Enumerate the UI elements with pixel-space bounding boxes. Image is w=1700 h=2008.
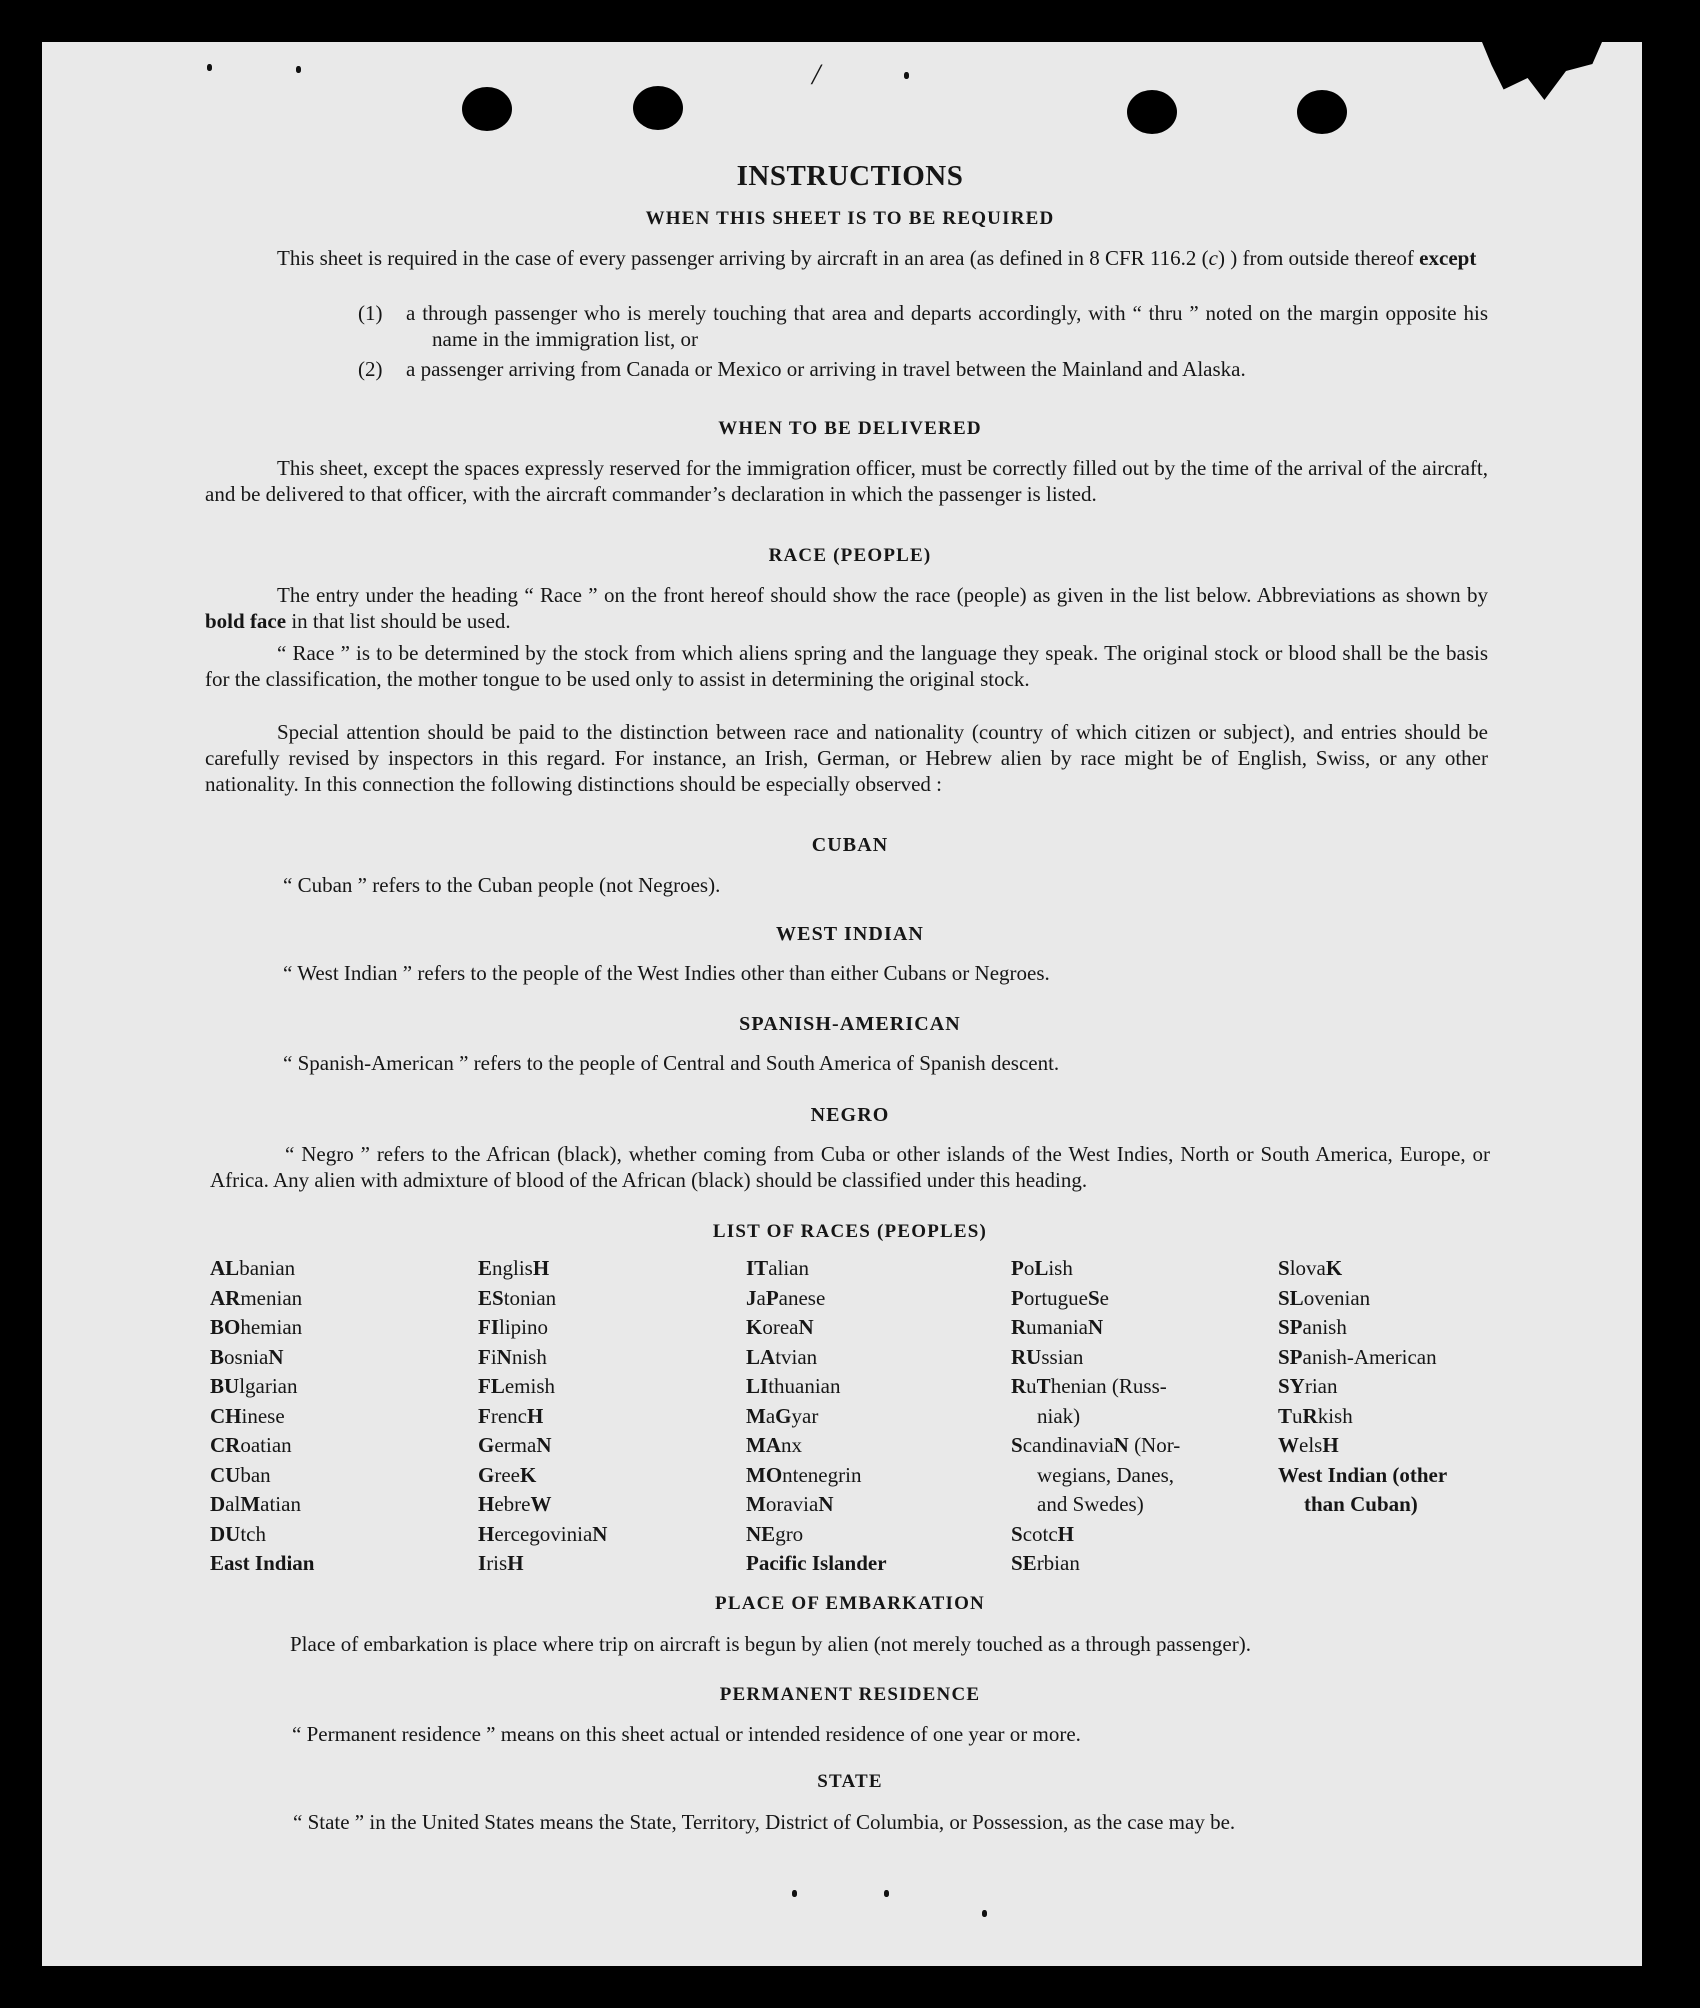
- race-entry: SLovenian: [1278, 1285, 1371, 1310]
- race-entry: MAnx: [746, 1433, 802, 1457]
- race-entry: CRoatian: [210, 1433, 292, 1457]
- race-entry: ALbanian: [210, 1256, 296, 1280]
- race-entry: Pacific Islander: [746, 1551, 887, 1575]
- paragraph-race-3: Special attention should be paid to the distinction between race and nationality (country of which citizen or subject), and entries should be carefully revised by inspectors in this regard. For instance, an Irish, German, or Hebrew alien by race might be of English, Swiss, or any other nationality. In this connection the following distinctions should be especially observed :: [205, 720, 1488, 796]
- race-entry: RumaniaN: [1011, 1315, 1104, 1339]
- paragraph-state: “ State ” in the United States means the State, Territory, District of Columbia, or Possession, as the case may be.: [293, 1810, 1236, 1834]
- list-item-2: (2) a passenger arriving from Canada or Mexico or arriving in travel between the Mainland and Alaska.: [358, 357, 1246, 381]
- torn-corner: [1482, 42, 1602, 100]
- race-entry: GermaN: [478, 1433, 552, 1457]
- speck: [296, 66, 301, 73]
- race-entry: WelsH: [1278, 1433, 1339, 1457]
- paragraph-spanish-american: “ Spanish-American ” refers to the people of Central and South America of Spanish descent.: [283, 1051, 1060, 1075]
- race-entry: BosniaN: [210, 1344, 284, 1369]
- race-entry: CUban: [210, 1462, 271, 1487]
- paragraph-west-indian: “ West Indian ” refers to the people of the West Indies other than either Cubans or Negroes.: [283, 961, 1050, 985]
- race-entry: wegians, Danes,: [1037, 1462, 1175, 1487]
- race-entry: LAtvian: [746, 1344, 818, 1369]
- race-entry: SlovaK: [1278, 1256, 1343, 1280]
- page-title: INSTRUCTIONS: [736, 160, 964, 192]
- paragraph-embarkation: Place of embarkation is place where trip on aircraft is begun by alien (not merely touched as a through passenger).: [290, 1632, 1251, 1656]
- race-entry: HercegoviniaN: [478, 1521, 608, 1546]
- paragraph-delivered: This sheet, except the spaces expressly reserved for the immigration officer, must be correctly filled out by the time of the arrival of the aircraft, and be delivered to that officer, with the aircraft commander’s declaration in which the passenger is listed.: [205, 456, 1488, 506]
- speck: [792, 1890, 797, 1897]
- race-entry: SYrian: [1278, 1374, 1338, 1398]
- race-entry: TuRkish: [1278, 1403, 1353, 1428]
- race-entry: LIthuanian: [746, 1374, 841, 1398]
- race-entry: ScandinaviaN (Nor-: [1011, 1433, 1181, 1457]
- paragraph-negro: “ Negro ” refers to the African (black), whether coming from Cuba or other islands of the West Indies, North or South America, Europe, or Africa. Any alien with admixture of blood of the African (black) should be classified under this heading.: [210, 1142, 1490, 1192]
- heading-when-delivered: WHEN TO BE DELIVERED: [718, 418, 982, 439]
- heading-west-indian: WEST INDIAN: [776, 923, 924, 945]
- race-entry: FIlipino: [478, 1315, 549, 1339]
- heading-permanent-residence: PERMANENT RESIDENCE: [719, 1684, 981, 1705]
- race-entry: FLemish: [478, 1374, 556, 1398]
- handwritten-mark: /: [812, 58, 821, 91]
- race-entry: PoLish: [1011, 1256, 1073, 1280]
- race-entry: BUlgarian: [210, 1374, 298, 1398]
- race-entry: FrencH: [478, 1403, 544, 1428]
- heading-place-of-embarkation: PLACE OF EMBARKATION: [715, 1593, 985, 1614]
- race-entry: niak): [1037, 1403, 1081, 1428]
- heading-race: RACE (PEOPLE): [768, 545, 932, 566]
- race-entry: EStonian: [478, 1285, 557, 1310]
- race-entry: MaGyar: [746, 1403, 819, 1428]
- race-entry: FiNnish: [478, 1344, 547, 1369]
- races-column: [210, 1254, 314, 1579]
- race-entry: ITalian: [746, 1256, 809, 1280]
- punch-hole: [1297, 90, 1347, 134]
- race-entry: DalMatian: [210, 1492, 301, 1516]
- heading-cuban: CUBAN: [811, 834, 889, 856]
- heading-negro: NEGRO: [810, 1104, 890, 1126]
- races-column: [1278, 1254, 1447, 1520]
- paragraph-cuban: “ Cuban ” refers to the Cuban people (not Negroes).: [283, 873, 721, 897]
- race-entry: KoreaN: [746, 1315, 814, 1339]
- speck: [207, 64, 212, 71]
- speck: [884, 1890, 889, 1897]
- race-entry: ARmenian: [210, 1285, 303, 1310]
- speck: [982, 1910, 987, 1917]
- paragraph-required-lead: This sheet is required in the case of every passenger arriving by aircraft in an area (as defined in 8 CFR 116.2 (c) ) from outside thereof except: [277, 246, 1477, 270]
- race-entry: East Indian: [210, 1551, 315, 1575]
- race-entry: GreeK: [478, 1462, 537, 1487]
- heading-list-of-races: LIST OF RACES (PEOPLES): [712, 1221, 988, 1242]
- paragraph-race-1: The entry under the heading “ Race ” on the front hereof should show the race (people) as given in the list below. Abbreviations as shown by bold face in that list should be used.: [205, 583, 1488, 633]
- race-entry: West Indian (other: [1278, 1462, 1448, 1487]
- race-entry: than Cuban): [1304, 1492, 1418, 1516]
- race-entry: RuThenian (Russ-: [1011, 1374, 1167, 1398]
- races-column: [1011, 1254, 1180, 1579]
- race-entry: RUssian: [1011, 1344, 1084, 1369]
- race-entry: IrisH: [478, 1551, 524, 1575]
- races-column: [478, 1254, 607, 1579]
- heading-when-required: WHEN THIS SHEET IS TO BE REQUIRED: [645, 208, 1055, 229]
- race-entry: PortugueSe: [1011, 1285, 1109, 1310]
- paragraph-race-2: “ Race ” is to be determined by the stock from which aliens spring and the language they speak. The original stock or blood shall be the basis for the classification, the mother tongue to be used only to assist in determining the original stock.: [205, 641, 1488, 691]
- race-entry: JaPanese: [746, 1285, 826, 1310]
- speck: [904, 72, 909, 79]
- race-entry: SPanish-American: [1278, 1344, 1437, 1369]
- race-entry: SPanish: [1278, 1315, 1347, 1339]
- punch-hole: [462, 87, 512, 131]
- race-entry: SErbian: [1011, 1551, 1080, 1575]
- race-entry: MoraviaN: [746, 1492, 834, 1516]
- heading-spanish-american: SPANISH-AMERICAN: [739, 1013, 961, 1035]
- race-entry: CHinese: [210, 1403, 285, 1428]
- list-item-1: (1) a through passenger who is merely touching that area and departs accordingly, with “ thru ” noted on the margin opposite his name in the immigration list, or: [358, 301, 1488, 351]
- race-entry: ScotcH: [1011, 1521, 1075, 1546]
- race-entry: HebreW: [478, 1492, 552, 1516]
- punch-hole: [633, 86, 683, 130]
- races-column: [746, 1254, 887, 1579]
- paragraph-residence: “ Permanent residence ” means on this sheet actual or intended residence of one year or more.: [292, 1722, 1081, 1746]
- heading-state: STATE: [817, 1771, 883, 1792]
- punch-hole: [1127, 90, 1177, 134]
- race-entry: EnglisH: [478, 1256, 550, 1280]
- race-entry: and Swedes): [1037, 1492, 1144, 1516]
- race-entry: MOntenegrin: [746, 1462, 862, 1487]
- race-entry: NEgro: [746, 1521, 804, 1546]
- race-entry: DUtch: [210, 1521, 266, 1546]
- race-entry: BOhemian: [210, 1315, 303, 1339]
